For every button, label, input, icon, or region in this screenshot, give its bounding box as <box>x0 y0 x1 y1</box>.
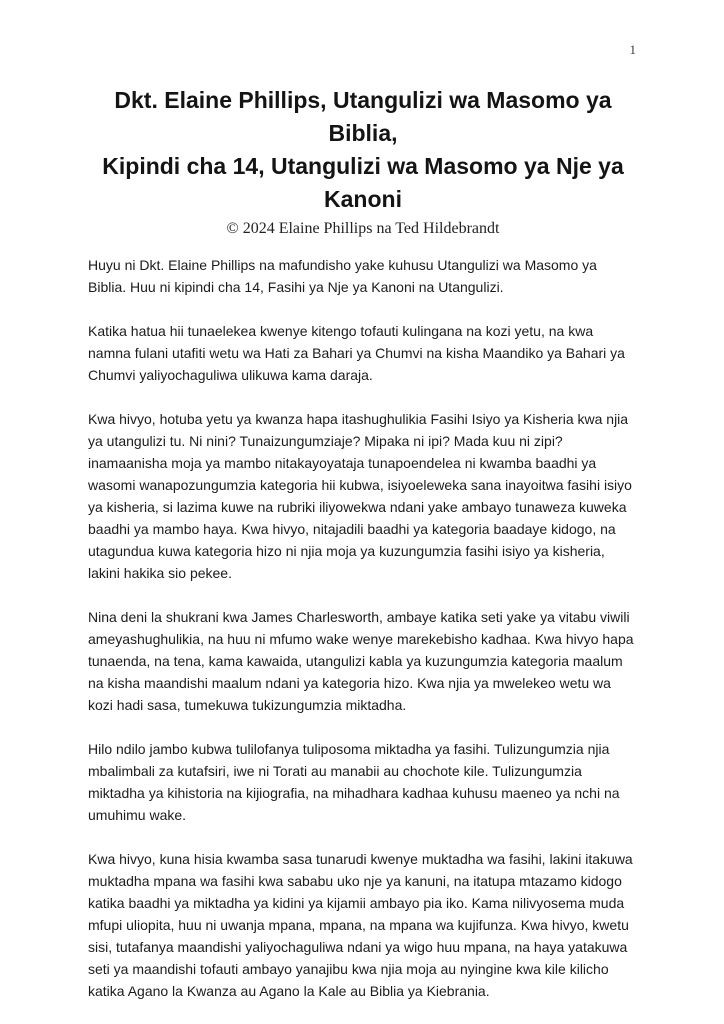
paragraph-literary-context: Kwa hivyo, kuna hisia kwamba sasa tunarudi kwenye muktadha wa fasihi, lakini itakuwa muktadha mpana wa fasihi kwa sababu uko nje ya kanuni, na itatupa mtazamo kidogo katika baadhi ya miktadha ya kidini ya kijamii ambayo pia iko. Kama nilivyosema muda mfupi uliopita, huu ni uwanja mpana, mpana, na mpana wa kujifunza. Kwa hivyo, kwetu sisi, tutafanya maandishi yaliyochaguliwa ndani ya wigo huu mpana, na haya yatakuwa seti ya maandishi tofauti ambayo yanajibu kwa njia moja au nyingine kwa kile kilicho katika Agano la Kwanza au Agano la Kale au Biblia ya Kiebrania. <box>88 851 633 999</box>
paragraph-charlesworth: Nina deni la shukrani kwa James Charlesworth, ambaye katika seti yake ya vitabu viwili ameyashughulikia, na huu ni mfumo wake wenye marekebisho kadhaa. Kwa hivyo hapa tunaenda, na tena, kama kawaida, utangulizi kabla ya kuzungumzia kategoria maalum na kisha maandishi maalum ndani ya kategoria hizo. Kwa njia ya mwelekeo wetu wa kozi hadi sasa, tumekuwa tukizungumzia miktadha. <box>88 609 634 713</box>
document-title <box>88 84 638 216</box>
title-line-3: Kanoni <box>324 186 402 212</box>
title-line-1: Dkt. Elaine Phillips, Utangulizi wa Masomo ya Biblia, <box>114 87 612 146</box>
paragraph-contexts: Hilo ndilo jambo kubwa tulilofanya tuliposoma miktadha ya fasihi. Tulizungumzia njia mbalimbali za kutafsiri, iwe ni Torati au manabii au chochote kile. Tulizungumzia miktadha ya kihistoria na kijiografia, na mihadhara kadhaa kuhusu maeneo ya nchi na umuhimu wake. <box>88 741 620 823</box>
paragraph-noncanonical-literature: Kwa hivyo, hotuba yetu ya kwanza hapa itashughulikia Fasihi Isiyo ya Kisheria kwa njia ya utangulizi tu. Ni nini? Tunaizungumziaje? Mipaka ni ipi? Mada kuu ni zipi? inamaanisha moja ya mambo nitakayoyataja tunapoendelea ni kwamba baadhi ya wasomi wanapozungumzia kategoria hii kubwa, isiyoeleweka sana inayoitwa fasihi isiyo ya kisheria, si lazima kuwe na rubriki iliyowekwa ndani yake ambayo tunaweza kuweka baadhi ya mambo haya. Kwa hivyo, nitajadili baadhi ya kategoria baadaye kidogo, na utagundua kuwa kategoria hizo ni njia moja ya kuzungumzia fasihi isiyo ya kisheria, lakini hakika sio pekee. <box>88 411 632 581</box>
paragraph-intro: Huyu ni Dkt. Elaine Phillips na mafundisho yake kuhusu Utangulizi wa Masomo ya Biblia. Huu ni kipindi cha 14, Fasihi ya Nje ya Kanoni na Utangulizi. <box>88 257 597 295</box>
page-number: 1 <box>629 42 636 57</box>
paragraph-bridge: Katika hatua hii tunaelekea kwenye kitengo tofauti kulingana na kozi yetu, na kwa namna fulani utafiti wetu wa Hati za Bahari ya Chumvi na kisha Maandiko ya Bahari ya Chumvi yaliyochaguliwa ulikuwa kama daraja. <box>88 323 625 383</box>
document-body <box>88 254 638 1002</box>
title-line-2: Kipindi cha 14, Utangulizi wa Masomo ya Nje ya <box>102 153 624 179</box>
copyright-line: © 2024 Elaine Phillips na Ted Hildebrandt <box>226 220 500 237</box>
